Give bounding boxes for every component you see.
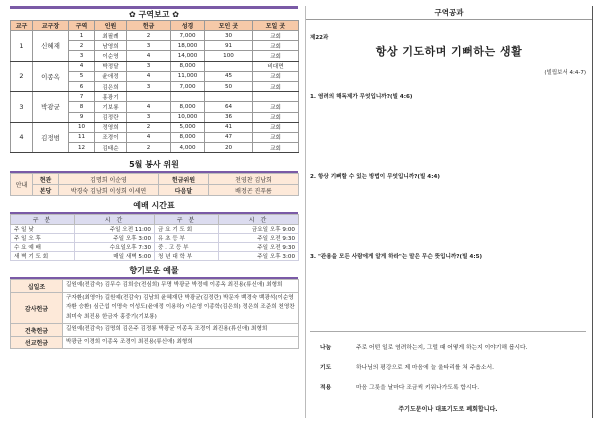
cell-name: 윤애정 — [95, 71, 127, 81]
cell-offering: 14,000 — [171, 51, 205, 61]
col-header: 모일 곳 — [253, 21, 299, 31]
cell-met: 교회 — [253, 112, 299, 122]
box-key: 적용 — [320, 385, 332, 391]
worship-name: 주 일 오 후 — [11, 234, 75, 243]
worship-time: 주일 오후 3:00 — [75, 234, 155, 243]
service-role: 현관 — [33, 174, 59, 185]
cell-name: 박정달 — [95, 61, 127, 71]
cell-offering: 8,000 — [171, 61, 205, 71]
cell-no: 3 — [69, 51, 95, 61]
cell-offering: 7,000 — [171, 81, 205, 91]
lesson-question: 3. "관용을 모든 사람에게 알게 하라"는 말은 무슨 뜻입니까?(빌 4:5) — [310, 254, 483, 260]
worship-name: 청 년 대 학 부 — [155, 252, 219, 261]
offering-category: 십일조 — [11, 280, 63, 293]
cell-bible: 20 — [205, 143, 253, 153]
cell-count: 2 — [127, 143, 171, 153]
offering-names: 구자환(최영아) 길원예(전감숙) 김남희 윤혜재단 박광균(김정란) 박문자 백경숙 백광석(이순영 자환 승환) 심근섭 이명숙 이성도(윤애정 이용하) 이순영 이종학(김은희) 정은희 조준희 천영찬 최미숙 최진용 한금자 홍중기(기보룡) — [63, 292, 299, 324]
offering-names: 길원예(전감숙) 김무수 김희승(전심희) 무명 박광균 박정예 이종옥 최진용(류신애) 최형희 — [63, 280, 299, 293]
leader-cell: 이종옥 — [33, 61, 69, 92]
cell-no: 8 — [69, 102, 95, 112]
cell-bible — [205, 92, 253, 102]
table-row — [11, 61, 299, 71]
closing-note: 주기도문이나 대표기도로 폐회합니다. — [398, 406, 498, 413]
col-header: 구 분 — [155, 215, 219, 225]
box-value: 주로 어떤 일로 염려하는지, 그럴 때 어떻게 하는지 이야기해 봅시다. — [356, 345, 528, 351]
table-row — [11, 336, 299, 349]
service-names: 김명희 이순영 — [59, 174, 159, 185]
cell-bible: 91 — [205, 41, 253, 51]
cell-offering — [171, 92, 205, 102]
cell-count: 2 — [127, 31, 171, 41]
cell-offering: 4,000 — [171, 143, 205, 153]
table-row — [11, 92, 299, 102]
district-report-table — [10, 20, 299, 153]
worship-name: 주 일 낮 — [11, 225, 75, 234]
cell-met: 교회 — [253, 132, 299, 142]
cell-name: 김정란 — [95, 112, 127, 122]
cell-count: 4 — [127, 102, 171, 112]
col-header: 시 간 — [219, 215, 299, 225]
worship-time: 주일 오전 9:30 — [219, 234, 299, 243]
leader-cell: 신혜재 — [33, 31, 69, 62]
gyogu-cell: 4 — [11, 122, 33, 153]
table-row — [11, 324, 299, 337]
cell-no: 6 — [69, 81, 95, 91]
cell-name: 최필례 — [95, 31, 127, 41]
cell-offering: 8,000 — [171, 132, 205, 142]
cell-count: 3 — [127, 81, 171, 91]
cell-met: 교회 — [253, 31, 299, 41]
worship-time: 주일 오전 11:00 — [75, 225, 155, 234]
lesson-question: 2. 항상 기뻐할 수 있는 방법이 무엇입니까?(빌 4:4) — [310, 174, 440, 180]
cell-no: 12 — [69, 143, 95, 153]
cell-bible — [205, 61, 253, 71]
offering-names: 박광균 이경희 이종옥 조경이 최진용(류신애) 최형희 — [63, 336, 299, 349]
cell-name: 정영희 — [95, 122, 127, 132]
worship-time: 수요일오후 7:30 — [75, 243, 155, 252]
worship-name: 금 요 기 도 회 — [155, 225, 219, 234]
worship-time: 주일 오전 9:30 — [219, 243, 299, 252]
table-row — [11, 174, 299, 185]
col-header: 성경 — [171, 21, 205, 31]
cell-no: 2 — [69, 41, 95, 51]
cell-bible: 41 — [205, 122, 253, 132]
offering-category: 건축헌금 — [11, 324, 63, 337]
service-committee-banner: 5월 봉사 위원 — [10, 159, 298, 173]
table-row — [11, 252, 299, 261]
col-header: 교구 — [11, 21, 33, 31]
cell-count: 4 — [127, 71, 171, 81]
leader-cell: 박광균 — [33, 92, 69, 123]
lesson-title: 항상 기도하며 기뻐하는 생활 — [375, 45, 523, 58]
district-header-row — [11, 21, 299, 31]
lesson-question: 1. 염려의 해독제가 무엇입니까?(빌 4:6) — [310, 94, 413, 100]
cell-offering: 7,000 — [171, 31, 205, 41]
col-header: 인원 — [95, 21, 127, 31]
offering-category: 감사헌금 — [11, 292, 63, 324]
worship-header-row — [11, 215, 299, 225]
cell-no: 5 — [69, 71, 95, 81]
cell-bible: 50 — [205, 81, 253, 91]
service-role: 헌금위원 — [159, 174, 209, 185]
worship-name: 중 . 고 등 부 — [155, 243, 219, 252]
cell-met: 비대면 — [253, 61, 299, 71]
service-names: 천영찬 김남희 — [209, 174, 299, 185]
table-row — [11, 234, 299, 243]
worship-time: 주일 오후 3:00 — [219, 252, 299, 261]
table-row — [11, 292, 299, 324]
cell-no: 10 — [69, 122, 95, 132]
cell-met — [253, 92, 299, 102]
col-header: 교구장 — [33, 21, 69, 31]
cell-name: 김은희 — [95, 81, 127, 91]
worship-banner: 예배 시간표 — [10, 200, 298, 214]
leader-cell: 김정범 — [33, 122, 69, 153]
box-value: 하나님의 평강으로 제 마음에 늘 울타리를 쳐 주옵소서. — [356, 365, 494, 371]
offering-category: 선교헌금 — [11, 336, 63, 349]
lesson-reference: (빌립보서 4:4-7) — [544, 70, 586, 76]
table-row — [11, 122, 299, 132]
cell-bible: 64 — [205, 102, 253, 112]
cell-no: 9 — [69, 112, 95, 122]
service-names: 배정곤 진푸름 — [209, 185, 299, 196]
cell-met: 교회 — [253, 81, 299, 91]
cell-bible: 47 — [205, 132, 253, 142]
cell-met: 교회 — [253, 143, 299, 153]
cell-no: 7 — [69, 92, 95, 102]
cell-name: 홍광기 — [95, 92, 127, 102]
cell-bible: 100 — [205, 51, 253, 61]
offering-names: 길원예(전감숙) 김명희 김은주 김정룡 박광균 이종옥 조경이 최진용(류신애) 최형희 — [63, 324, 299, 337]
lesson-number: 제22과 — [310, 35, 329, 41]
service-role: 다음달 — [159, 185, 209, 196]
service-label: 안내 — [11, 174, 33, 196]
service-role: 본당 — [33, 185, 59, 196]
service-names: 박경숙 김남희 이성희 이세연 — [59, 185, 159, 196]
cell-no: 4 — [69, 61, 95, 71]
gyogu-cell: 3 — [11, 92, 33, 123]
col-header: 모인 곳 — [205, 21, 253, 31]
cell-met: 교회 — [253, 41, 299, 51]
table-row — [11, 280, 299, 293]
box-key: 기도 — [320, 365, 332, 371]
col-header: 헌금 — [127, 21, 171, 31]
flower-icon: ✿ — [129, 10, 136, 19]
worship-table — [10, 214, 299, 261]
table-row — [11, 185, 299, 196]
cell-met: 교회 — [253, 122, 299, 132]
district-report-title: 구역보고 — [138, 10, 170, 19]
worship-time: 금요일 오후 9:00 — [219, 225, 299, 234]
cell-bible: 45 — [205, 71, 253, 81]
cell-count: 4 — [127, 132, 171, 142]
cell-bible: 30 — [205, 31, 253, 41]
table-row — [11, 225, 299, 234]
cell-offering: 10,000 — [171, 112, 205, 122]
cell-name: 김태순 — [95, 143, 127, 153]
cell-name: 기보룡 — [95, 102, 127, 112]
cell-name: 조경이 — [95, 132, 127, 142]
gyogu-cell: 2 — [11, 61, 33, 92]
cell-offering: 11,000 — [171, 71, 205, 81]
cell-name: 남영희 — [95, 41, 127, 51]
cell-count: 4 — [127, 51, 171, 61]
table-row — [11, 31, 299, 41]
col-header: 시 간 — [75, 215, 155, 225]
box-key: 나눔 — [320, 345, 332, 351]
col-header: 구역 — [69, 21, 95, 31]
lesson-panel — [305, 6, 593, 418]
worship-name: 유 초 등 부 — [155, 234, 219, 243]
gyogu-cell: 1 — [11, 31, 33, 62]
offerings-table — [10, 279, 299, 349]
left-column — [10, 6, 298, 349]
table-row — [11, 243, 299, 252]
application-box — [310, 331, 586, 417]
cell-met: 교회 — [253, 51, 299, 61]
worship-name: 수 요 예 배 — [11, 243, 75, 252]
district-report-banner — [10, 6, 298, 20]
cell-offering: 8,000 — [171, 102, 205, 112]
col-header: 구 분 — [11, 215, 75, 225]
worship-time: 매일 새벽 5:00 — [75, 252, 155, 261]
cell-count: 3 — [127, 61, 171, 71]
cell-count: 2 — [127, 122, 171, 132]
service-committee-table — [10, 173, 299, 196]
cell-no: 1 — [69, 31, 95, 41]
worship-name: 새 벽 기 도 회 — [11, 252, 75, 261]
cell-met: 교회 — [253, 71, 299, 81]
cell-offering: 5,000 — [171, 122, 205, 132]
flower-icon: ✿ — [172, 10, 179, 19]
cell-offering: 18,000 — [171, 41, 205, 51]
cell-count: 3 — [127, 112, 171, 122]
offerings-banner: 향기로운 예물 — [10, 265, 298, 279]
lesson-header: 구역공과 — [306, 6, 592, 20]
cell-no: 11 — [69, 132, 95, 142]
cell-count — [127, 92, 171, 102]
box-value: 마음 그릇을 날마다 조금씩 키워나가도록 합시다. — [356, 385, 480, 391]
cell-name: 이순영 — [95, 51, 127, 61]
cell-count: 3 — [127, 41, 171, 51]
cell-bible: 36 — [205, 112, 253, 122]
cell-met: 교회 — [253, 102, 299, 112]
